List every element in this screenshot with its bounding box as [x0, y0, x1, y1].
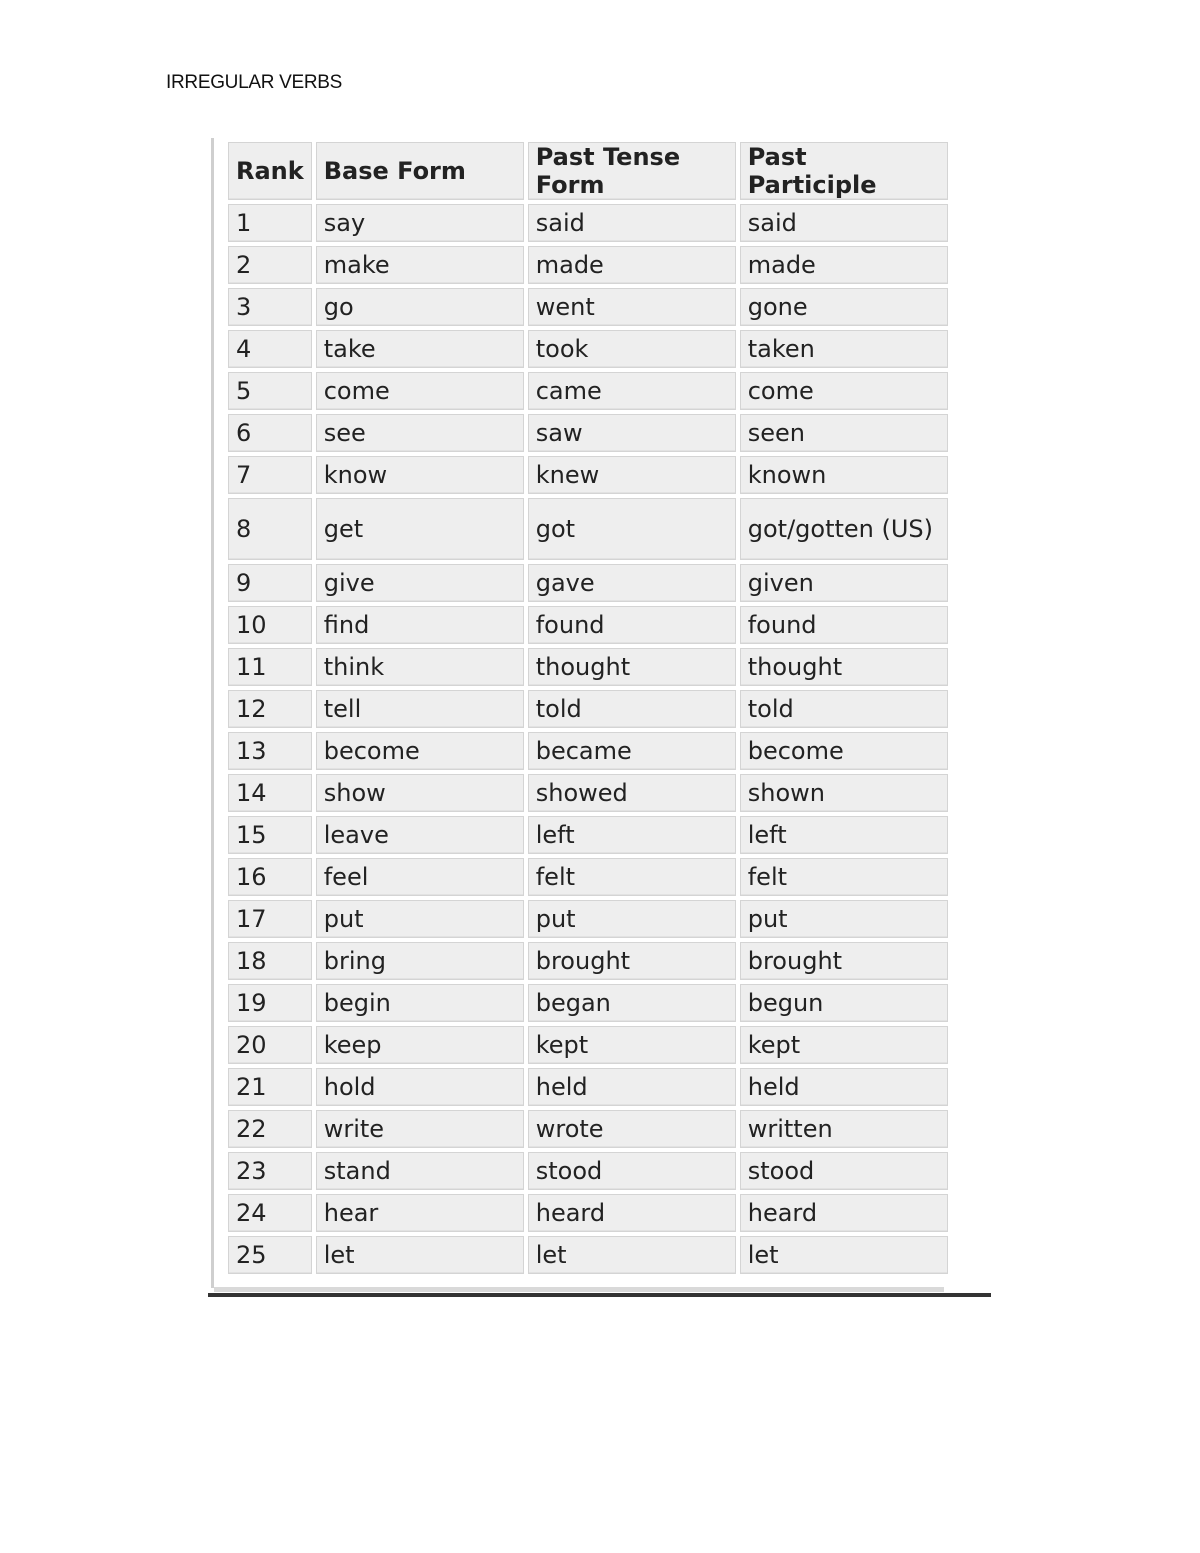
- cell-past-tense: heard: [528, 1194, 736, 1232]
- cell-past-participle: put: [740, 900, 948, 938]
- cell-base-form: stand: [316, 1152, 524, 1190]
- cell-past-tense: brought: [528, 942, 736, 980]
- header-past-tense-form: Past Tense Form: [528, 142, 736, 200]
- cell-base-form: let: [316, 1236, 524, 1274]
- cell-rank: 15: [228, 816, 312, 854]
- cell-past-tense: kept: [528, 1026, 736, 1064]
- table-row: [228, 1026, 948, 1064]
- table-row: [228, 1236, 948, 1274]
- cell-rank: 18: [228, 942, 312, 980]
- cell-base-form: show: [316, 774, 524, 812]
- cell-rank: 20: [228, 1026, 312, 1064]
- cell-rank: 5: [228, 372, 312, 410]
- table-row: [228, 1152, 948, 1190]
- cell-past-participle: known: [740, 456, 948, 494]
- cell-base-form: bring: [316, 942, 524, 980]
- header-past-participle: Past Participle: [740, 142, 948, 200]
- cell-past-tense: knew: [528, 456, 736, 494]
- cell-past-tense: stood: [528, 1152, 736, 1190]
- cell-past-participle: given: [740, 564, 948, 602]
- cell-rank: 1: [228, 204, 312, 242]
- cell-past-participle: left: [740, 816, 948, 854]
- cell-past-participle: let: [740, 1236, 948, 1274]
- table-row: [228, 246, 948, 284]
- cell-base-form: make: [316, 246, 524, 284]
- cell-rank: 24: [228, 1194, 312, 1232]
- cell-rank: 21: [228, 1068, 312, 1106]
- cell-past-tense: put: [528, 900, 736, 938]
- cell-past-tense: said: [528, 204, 736, 242]
- table-row: [228, 330, 948, 368]
- cell-base-form: become: [316, 732, 524, 770]
- table-body: [228, 204, 948, 1274]
- cell-base-form: think: [316, 648, 524, 686]
- table-row: [228, 942, 948, 980]
- table-row: [228, 816, 948, 854]
- cell-past-participle: kept: [740, 1026, 948, 1064]
- table-left-border: [211, 138, 214, 1288]
- cell-base-form: hold: [316, 1068, 524, 1106]
- cell-past-tense: saw: [528, 414, 736, 452]
- table-row: [228, 372, 948, 410]
- cell-past-participle: held: [740, 1068, 948, 1106]
- cell-base-form: get: [316, 498, 524, 560]
- header-row: [228, 142, 948, 200]
- header-rank: Rank: [228, 142, 312, 200]
- table-row: [228, 1110, 948, 1148]
- cell-past-tense: made: [528, 246, 736, 284]
- cell-past-participle: heard: [740, 1194, 948, 1232]
- cell-past-tense: left: [528, 816, 736, 854]
- cell-past-tense: found: [528, 606, 736, 644]
- cell-rank: 4: [228, 330, 312, 368]
- cell-rank: 10: [228, 606, 312, 644]
- cell-base-form: write: [316, 1110, 524, 1148]
- cell-past-tense: let: [528, 1236, 736, 1274]
- table-row: [228, 690, 948, 728]
- table-row: [228, 456, 948, 494]
- cell-past-participle: seen: [740, 414, 948, 452]
- table-row: [228, 732, 948, 770]
- table-row: [228, 648, 948, 686]
- cell-base-form: say: [316, 204, 524, 242]
- cell-past-participle: made: [740, 246, 948, 284]
- cell-past-tense: showed: [528, 774, 736, 812]
- table-row: [228, 564, 948, 602]
- irregular-verbs-table: [224, 138, 952, 1278]
- cell-base-form: go: [316, 288, 524, 326]
- cell-rank: 19: [228, 984, 312, 1022]
- cell-past-tense: got: [528, 498, 736, 560]
- cell-base-form: keep: [316, 1026, 524, 1064]
- cell-rank: 11: [228, 648, 312, 686]
- cell-base-form: come: [316, 372, 524, 410]
- table-row: [228, 984, 948, 1022]
- cell-base-form: find: [316, 606, 524, 644]
- table-row: [228, 858, 948, 896]
- cell-rank: 12: [228, 690, 312, 728]
- cell-past-participle: written: [740, 1110, 948, 1148]
- cell-base-form: begin: [316, 984, 524, 1022]
- cell-rank: 2: [228, 246, 312, 284]
- cell-base-form: know: [316, 456, 524, 494]
- cell-past-tense: began: [528, 984, 736, 1022]
- cell-past-participle: become: [740, 732, 948, 770]
- cell-rank: 14: [228, 774, 312, 812]
- cell-past-tense: went: [528, 288, 736, 326]
- cell-rank: 8: [228, 498, 312, 560]
- cell-past-participle: found: [740, 606, 948, 644]
- header-base-form: Base Form: [316, 142, 524, 200]
- table-row: [228, 1068, 948, 1106]
- cell-past-tense: thought: [528, 648, 736, 686]
- cell-past-participle: said: [740, 204, 948, 242]
- cell-base-form: give: [316, 564, 524, 602]
- table-row: [228, 1194, 948, 1232]
- cell-rank: 23: [228, 1152, 312, 1190]
- cell-past-participle: thought: [740, 648, 948, 686]
- table-row: [228, 414, 948, 452]
- cell-past-participle: told: [740, 690, 948, 728]
- cell-base-form: leave: [316, 816, 524, 854]
- cell-rank: 22: [228, 1110, 312, 1148]
- cell-rank: 13: [228, 732, 312, 770]
- table-row: [228, 774, 948, 812]
- table-row: [228, 606, 948, 644]
- cell-past-tense: came: [528, 372, 736, 410]
- cell-past-participle: brought: [740, 942, 948, 980]
- cell-past-participle: felt: [740, 858, 948, 896]
- cell-past-tense: wrote: [528, 1110, 736, 1148]
- cell-rank: 7: [228, 456, 312, 494]
- table-row: [228, 498, 948, 560]
- cell-base-form: put: [316, 900, 524, 938]
- table-bottom-rule: [208, 1293, 991, 1297]
- cell-rank: 6: [228, 414, 312, 452]
- cell-past-tense: took: [528, 330, 736, 368]
- cell-past-participle: come: [740, 372, 948, 410]
- cell-base-form: feel: [316, 858, 524, 896]
- table-row: [228, 900, 948, 938]
- cell-past-tense: gave: [528, 564, 736, 602]
- cell-base-form: take: [316, 330, 524, 368]
- cell-past-tense: held: [528, 1068, 736, 1106]
- cell-past-tense: became: [528, 732, 736, 770]
- cell-past-participle: gone: [740, 288, 948, 326]
- cell-rank: 25: [228, 1236, 312, 1274]
- cell-past-participle: shown: [740, 774, 948, 812]
- cell-base-form: see: [316, 414, 524, 452]
- cell-rank: 9: [228, 564, 312, 602]
- cell-past-participle: stood: [740, 1152, 948, 1190]
- cell-rank: 17: [228, 900, 312, 938]
- cell-base-form: tell: [316, 690, 524, 728]
- cell-past-participle: begun: [740, 984, 948, 1022]
- table-row: [228, 288, 948, 326]
- cell-past-tense: told: [528, 690, 736, 728]
- cell-rank: 3: [228, 288, 312, 326]
- table-header: [228, 142, 948, 200]
- table-bottom-shadow: [214, 1287, 944, 1292]
- cell-base-form: hear: [316, 1194, 524, 1232]
- document-title: IRREGULAR VERBS: [166, 72, 343, 93]
- table-row: [228, 204, 948, 242]
- cell-past-participle: taken: [740, 330, 948, 368]
- cell-past-tense: felt: [528, 858, 736, 896]
- cell-past-participle: got/gotten (US): [740, 498, 948, 560]
- cell-rank: 16: [228, 858, 312, 896]
